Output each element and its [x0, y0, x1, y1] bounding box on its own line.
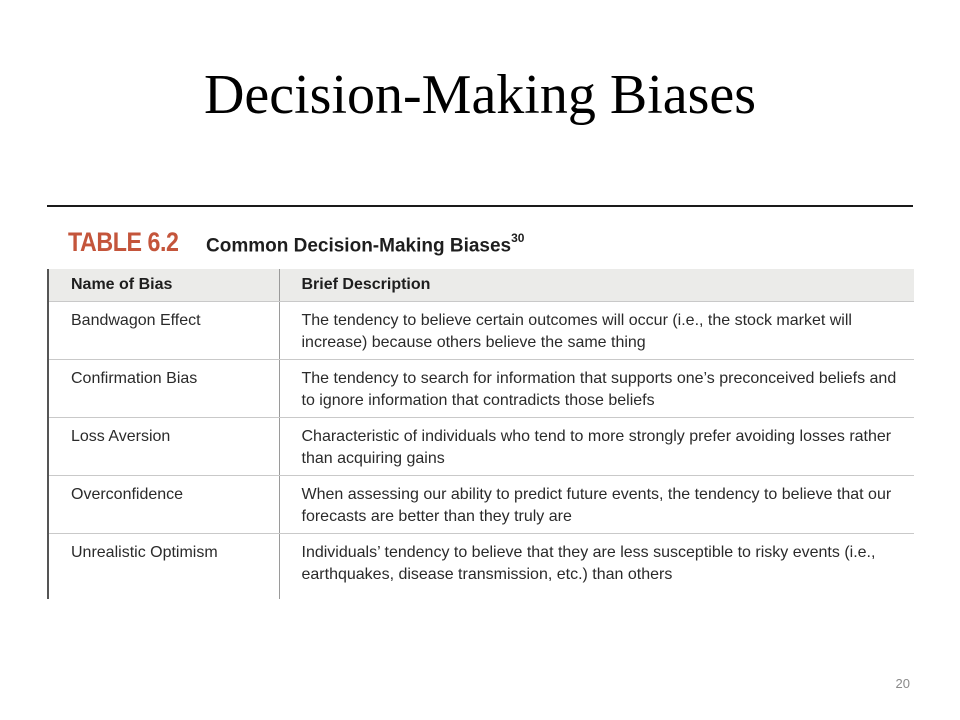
bias-description: Individuals’ tendency to believe that they are less susceptible to risky events (i.e., earthquakes, disease transmission, etc.) than others — [301, 544, 876, 583]
table-figure — [47, 205, 913, 607]
top-rule — [47, 205, 913, 207]
bias-description: Characteristic of individuals who tend to more strongly prefer avoiding losses rather than acquiring gains — [279, 418, 914, 476]
table-row — [48, 534, 914, 600]
bias-name: Overconfidence — [48, 476, 279, 534]
table-caption — [206, 230, 525, 257]
column-header-description: Brief Description — [279, 269, 914, 302]
bias-description: The tendency to search for information that supports one’s preconceived beliefs and to ignore information that contradicts those beliefs — [279, 360, 914, 418]
bias-name: Confirmation Bias — [48, 360, 279, 418]
slide-title: Decision-Making Biases — [203, 64, 757, 126]
page-number: 20 — [895, 676, 910, 691]
table-row — [48, 476, 914, 534]
bias-description: When assessing our ability to predict future events, the tendency to believe that our forecasts are better than they truly are — [279, 476, 914, 534]
bias-description: The tendency to believe certain outcomes will occur (i.e., the stock market will increase) because others believe the same thing — [279, 302, 914, 360]
bias-name: Loss Aversion — [48, 418, 279, 476]
table-row — [48, 418, 914, 476]
column-header-name: Name of Bias — [48, 269, 279, 302]
table-row — [48, 302, 914, 360]
bias-name: Unrealistic Optimism — [48, 534, 279, 600]
table-number: TABLE 6.2 — [68, 227, 179, 257]
table-caption-text: Common Decision-Making Biases — [206, 235, 512, 256]
table-header-row — [48, 269, 914, 302]
table-caption-reference: 30 — [511, 230, 525, 245]
bias-name: Bandwagon Effect — [48, 302, 279, 360]
table-row — [48, 360, 914, 418]
bias-table — [47, 269, 914, 599]
table-caption-row — [68, 227, 524, 267]
